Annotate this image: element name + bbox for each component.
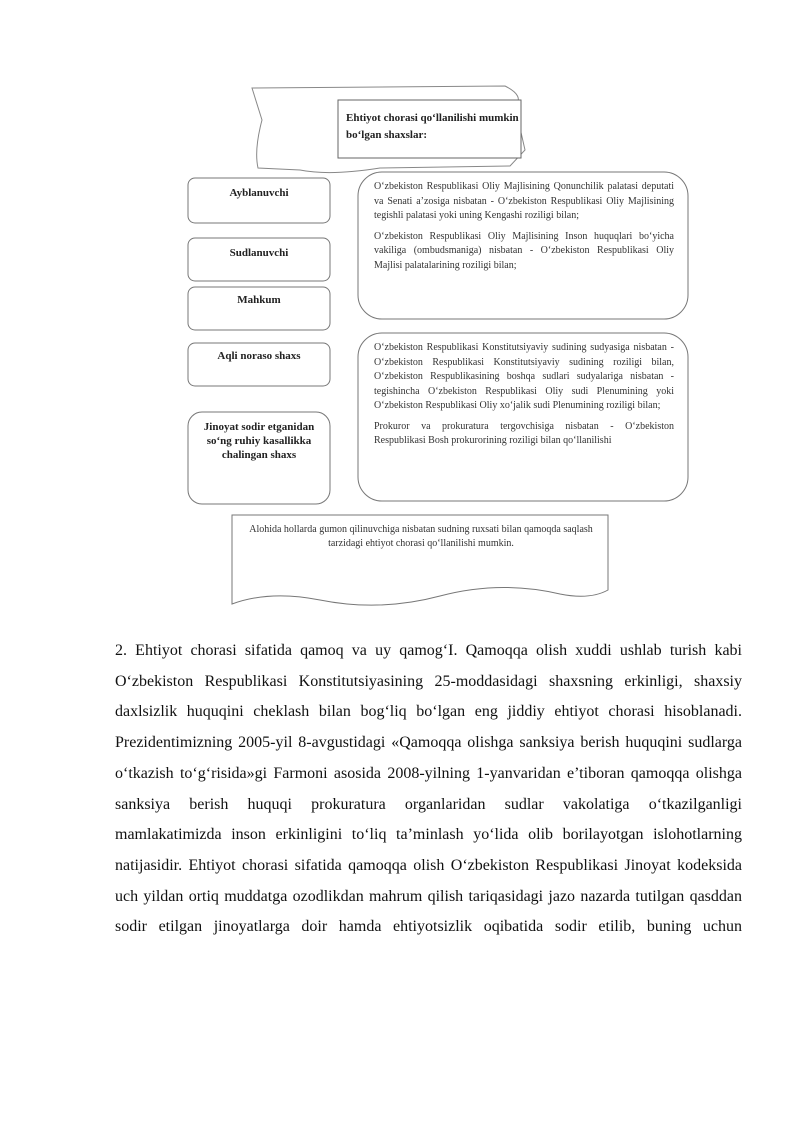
left-label-ayblanuvchi: Ayblanuvchi [229, 187, 289, 199]
left-label-sudlanuvchi: Sudlanuvchi [229, 247, 289, 259]
right-bottom-text [374, 341, 674, 473]
right-bottom-item: Prokuror va prokuratura tergovchisiga nisbatan - O‘zbekiston Respublikasi Bosh prokurorining roziligi bilan qo‘llanilishi [374, 420, 674, 446]
right-top-item: O‘zbekiston Respublikasi Oliy Majlisining Qonunchilik palatasi deputati va Senati a’zosiga nisbatan - O‘zbekiston Respublikasi Oliy Majlisining tegishli palatasi yoki uning Kengashi roziligi bilan; [374, 181, 674, 221]
right-bottom-item: O‘zbekiston Respublikasi Konstitutsiyaviy sudining sudyasiga nisbatan - O‘zbekiston Respublikasi Konstitutsiyaviy sudining roziligi bilan, O‘zbekiston Respublikasining boshqa sudlari sudyalariga nisbatan - tegishincha O‘zbekiston Respublikasi Oliy sudi Plenumining yoki O‘zbekiston Respublikasi Oliy xo‘jalik sudi Plenumining roziligi bilan; [374, 342, 674, 411]
left-label-jinoyat: Jinoyat sodir etganidan so‘ng ruhiy kasallikka chalingan shaxs [203, 421, 315, 461]
note-text: Alohida hollarda gumon qilinuvchiga nisbatan sudning ruxsati bilan qamoqda saqlash tarzidagi ehtiyot chorasi qo‘llanilishi mumkin. [249, 524, 593, 549]
right-top-text [374, 180, 674, 279]
left-box-ayblanuvchi [188, 178, 330, 223]
diagram-title: Ehtiyot chorasi qo‘llanilishi mumkin bo‘lgan shaxslar: [346, 112, 519, 141]
left-label-mahkum: Mahkum [237, 294, 281, 306]
body-paragraph: 2. Ehtiyot chorasi sifatida qamoq va uy qamog‘I. Qamoqqa olish xuddi ushlab turish kabi O‘zbekiston Respublikasi Konstitutsiyasining 25-moddasidagi shaxsning erkinligi, shaxsiy daxlsizlik huquqini cheklash bilan bog‘liq bo‘lgan eng jiddiy ehtiyot chorasi hisoblanadi. Prezidentimizning 2005-yil 8-avgustidagi «Qamoqqa olishga sanksiya berish huquqini sudlarga o‘tkazish to‘g‘risida»gi Farmoni asosida 2008-yilning 1-yanvaridan e’tiboran qamoqqa olishga sanksiya berish huquqi prokuratura organlaridan sudlar vakolatiga o‘tkazilganligi mamlakatimizda inson erkinligini to‘liq ta’minlash yo‘lida olib borilayotgan islohotlarning natijasidir. Ehtiyot chorasi sifatida qamoqqa olish O‘zbekiston Respublikasi Jinoyat kodeksida uch yildan ortiq muddatga ozodlikdan mahrum qilish tariqasidagi jazo nazarda tutilgan qasddan sodir etilgan jinoyatlarga doir hamda ehtiyotsizlik oqibatida sodir etilib, buning uchun [115, 642, 742, 936]
right-top-item: O‘zbekiston Respublikasi Oliy Majlisining Inson huquqlari bo‘yicha vakiliga (ombudsmaniga) nisbatan - O‘zbekiston Respublikasi Oliy Majlisi palatalarining roziligi bilan; [374, 230, 674, 271]
left-label-aqli-noraso: Aqli noraso shaxs [217, 350, 301, 362]
